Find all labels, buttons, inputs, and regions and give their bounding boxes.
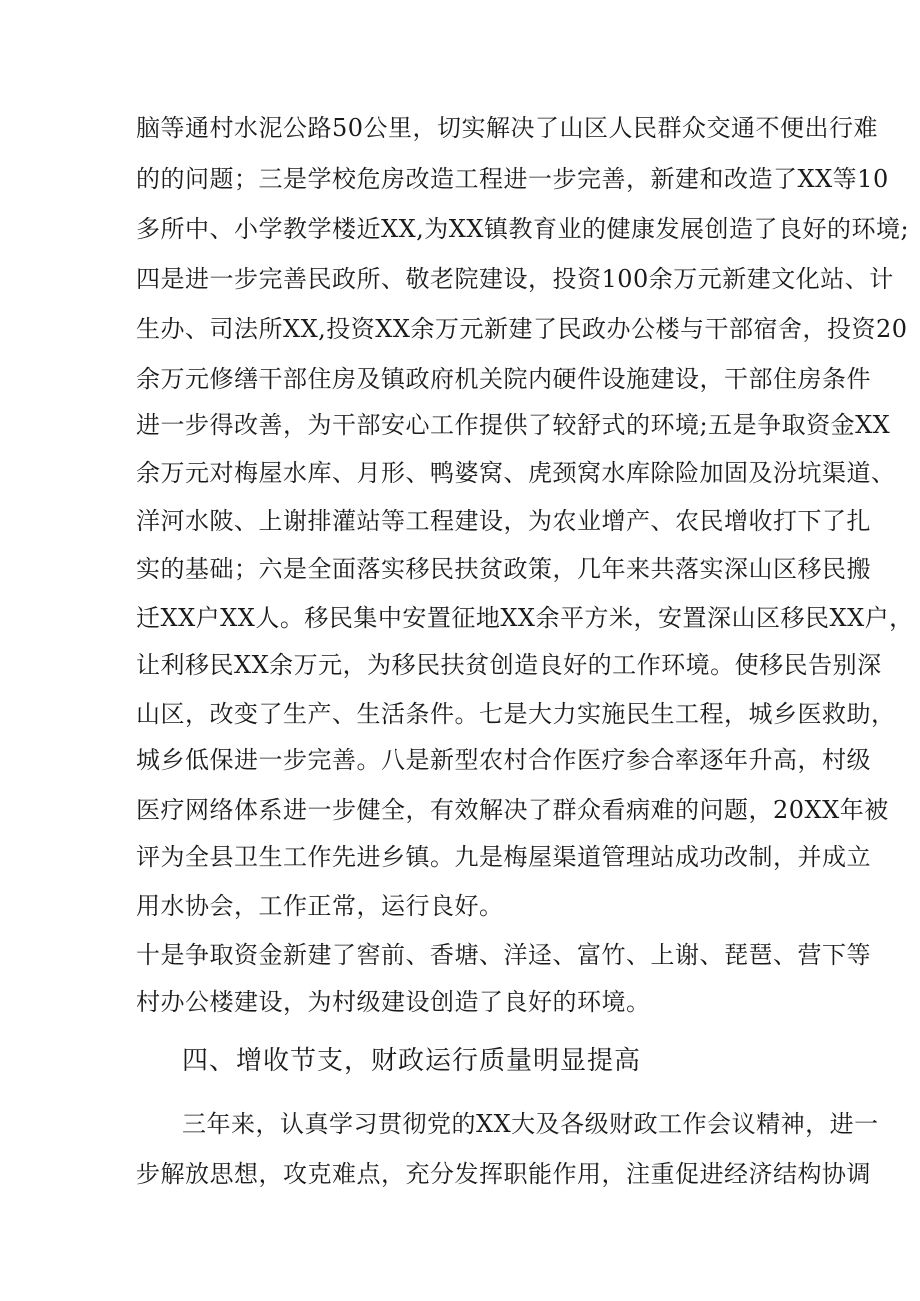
text-line: 四是进一步完善民政所、敬老院建设，投资100余万元新建文化站、计 — [136, 265, 894, 293]
text-line: 洋河水陂、上谢排灌站等工程建设，为农业增产、农民增收打下了扎 — [136, 507, 871, 535]
text-line: 余万元对梅屋水库、月形、鸭婆窝、虎颈窝水库除险加固及汾坑渠道、 — [136, 459, 896, 487]
text-line: 医疗网络体系进一步健全，有效解决了群众看病难的问题，20XX年被 — [136, 796, 889, 824]
text-line: 多所中、小学教学楼近XX,为XX镇教育业的健康发展创造了良好的环境; — [136, 215, 910, 243]
text-line: 城乡低保进一步完善。八是新型农村合作医疗参合率逐年升高，村级 — [136, 746, 871, 774]
text-line: 让利移民XX余万元，为移民扶贫创造良好的工作环境。使移民告别深 — [136, 651, 882, 679]
text-line: 三年来，认真学习贯彻党的XX大及各级财政工作会议精神，进一 — [182, 1110, 879, 1138]
text-line: 生办、司法所XX,投资XX余万元新建了民政办公楼与干部宿舍，投资20 — [136, 315, 908, 343]
text-line: 用水协会，工作正常，运行良好。 — [136, 892, 504, 920]
text-line: 十是争取资金新建了窖前、香塘、洋迳、富竹、上谢、琵琶、营下等 — [136, 941, 871, 969]
text-line: 村办公楼建设，为村级建设创造了良好的环境。 — [136, 988, 651, 1016]
text-line: 迁XX户XX人。移民集中安置征地XX余平方米，安置深山区移民XX户， — [136, 604, 914, 632]
text-line: 山区，改变了生产、生活条件。七是大力实施民生工程，城乡医救助， — [136, 700, 896, 728]
text-line: 的的问题；三是学校危房改造工程进一步完善，新建和改造了XX等10 — [136, 165, 889, 193]
text-line: 步解放思想，攻克难点，充分发挥职能作用，注重促进经济结构协调 — [136, 1160, 871, 1188]
section-heading: 四、增收节支，财政运行质量明显提高 — [182, 1046, 642, 1076]
text-line: 余万元修缮干部住房及镇政府机关院内硬件设施建设，干部住房条件 — [136, 365, 871, 393]
text-line: 实的基础；六是全面落实移民扶贫政策，几年来共落实深山区移民搬 — [136, 555, 871, 583]
text-line: 进一步得改善，为干部安心工作提供了较舒式的环境;五是争取资金XX — [136, 411, 891, 439]
text-line: 评为全县卫生工作先进乡镇。九是梅屋渠道管理站成功改制，并成立 — [136, 843, 871, 871]
text-line: 脑等通村水泥公路50公里，切实解决了山区人民群众交通不便出行难 — [136, 114, 879, 142]
